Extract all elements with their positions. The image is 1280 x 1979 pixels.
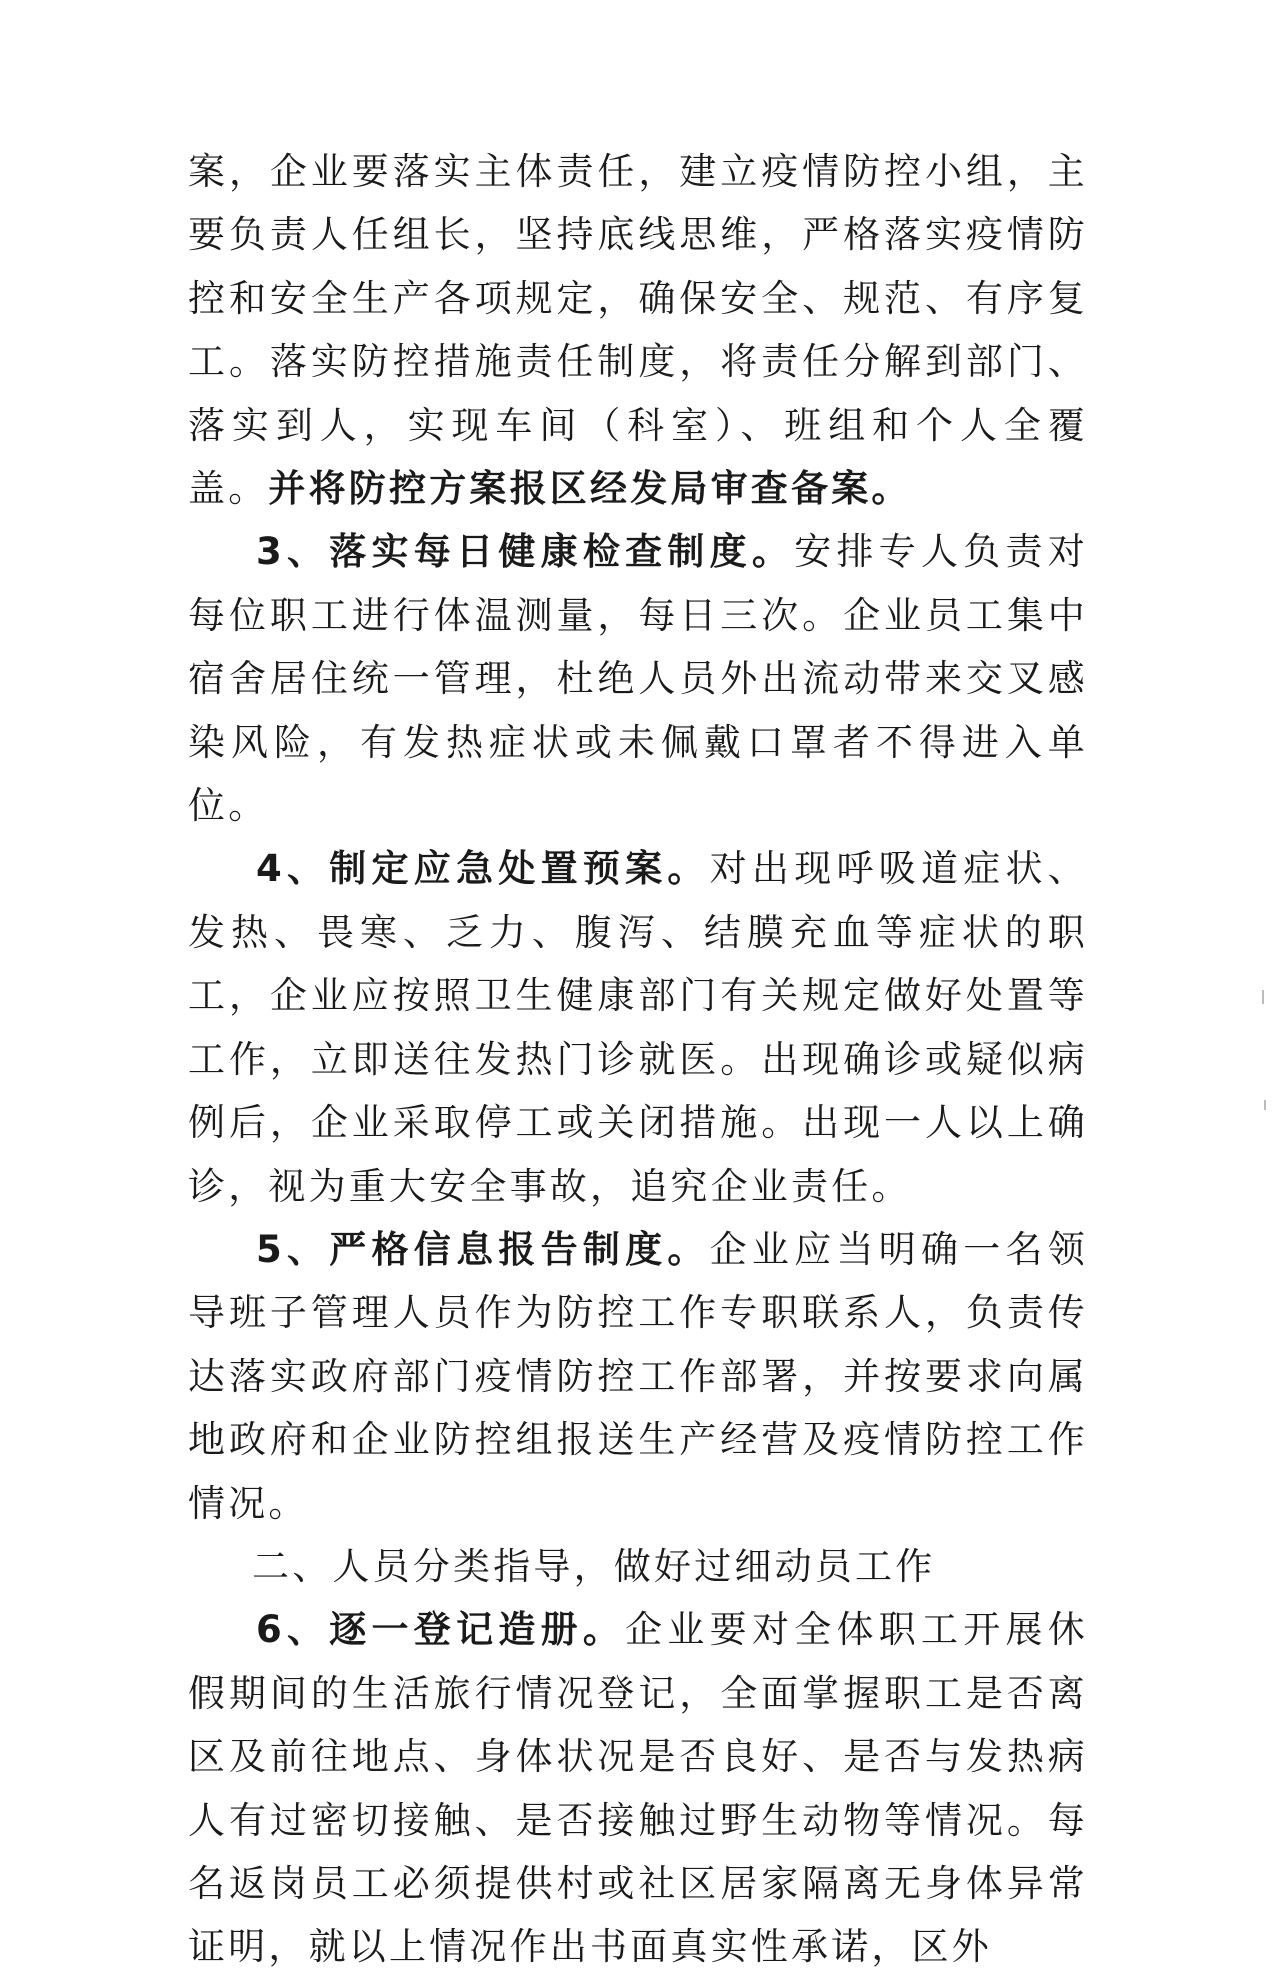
document-body — [188, 140, 1088, 1979]
paragraph-prevention-plan — [188, 140, 1088, 520]
paragraph-text: 企业应当明确一名领导班子管理人员作为防控工作专职联系人，负责传达落实政府部门疫情防控工作部署，并按要求向属地政府和企业防控组报送生产经营及疫情防控工作情况。 — [188, 1227, 1088, 1525]
paragraph-text: 安排专人负责对每位职工进行体温测量，每日三次。企业员工集中宿舍居住统一管理，杜绝人员外出流动带来交叉感染风险，有发热症状或未佩戴口罩者不得进入单位。 — [188, 530, 1088, 828]
paragraph-text: 对出现呼吸道症状、发热、畏寒、乏力、腹泻、结膜充血等症状的职工，企业应按照卫生健康部门有关规定做好处置等工作，立即送往发热门诊就医。出现确诊或疑似病例后，企业采取停工或关闭措施。出现一人以上确诊，视为重大安全事故，追究企业责任。 — [188, 847, 1088, 1208]
item-heading-5: 5、严格信息报告制度。 — [256, 1227, 710, 1271]
scan-edge-mark — [1264, 1100, 1266, 1110]
item-heading-6: 6、逐一登记造册。 — [256, 1608, 626, 1652]
paragraph-information-report — [188, 1218, 1088, 1535]
scan-edge-mark — [1262, 990, 1264, 1004]
item-heading-3: 3、落实每日健康检查制度。 — [256, 530, 795, 574]
paragraph-text: 案，企业要落实主体责任，建立疫情防控小组，主要负责人任组长，坚持底线思维，严格落实疫情防控和安全生产各项规定，确保安全、规范、有序复工。落实防控措施责任制度，将责任分解到部门、落实到人，实现车间（科室）、班组和个人全覆盖。 — [188, 150, 1088, 511]
bold-sentence: 并将防控方案报区经发局审查备案。 — [268, 467, 912, 511]
paragraph-emergency-plan — [188, 837, 1088, 1217]
item-heading-4: 4、制定应急处置预案。 — [256, 847, 710, 891]
paragraph-health-check — [188, 520, 1088, 837]
paragraph-text: 企业要对全体职工开展休假期间的生活旅行情况登记，全面掌握职工是否离区及前往地点、身体状况是否良好、是否与发热病人有过密切接触、是否接触过野生动物等情况。每名返岗员工必须提供村或社区居家隔离无身体异常证明，就以上情况作出书面真实性承诺，区外 — [188, 1608, 1088, 1969]
section-heading-2: 二、人员分类指导，做好过细动员工作 — [252, 1544, 936, 1588]
paragraph-registration — [188, 1598, 1088, 1978]
